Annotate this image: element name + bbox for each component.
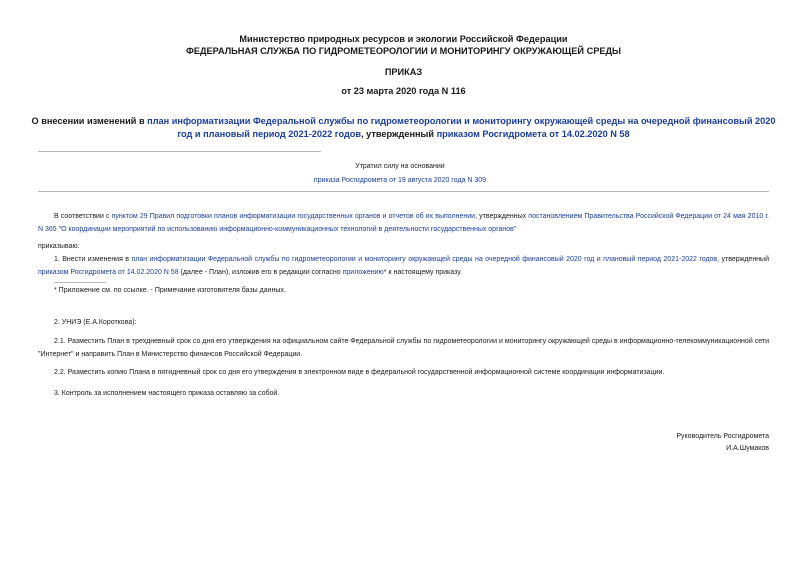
preamble-text-2: , утвержденных — [475, 213, 529, 220]
signature-block — [676, 431, 769, 455]
order-word: приказываю: — [38, 243, 80, 250]
item-2-2: 2.2. Разместить копию Плана в пятидневный срок со дня его утверждения в электронном виде в федеральной государственной информационной системе координации информатизации. — [54, 369, 665, 376]
title-order-link[interactable]: приказом Росгидромета от 14.02.2020 N 58 — [436, 129, 630, 139]
preamble-rules-link[interactable]: пунктом 29 Правил подготовки планов информатизации государственных органов и отчетов об их выполнении — [111, 213, 476, 220]
item-2: 2. УНИЭ (Е.А.Короткова): — [54, 319, 137, 326]
signature-name: И.А.Шумаков — [726, 445, 769, 452]
lapsed-note-block — [300, 160, 500, 188]
footnote-divider — [54, 282, 106, 283]
preamble-resolution-link[interactable]: постановлением Правительства Российской Федерации от 24 мая 2010 г. N 365 "О координации мероприятий по использованию информационно-коммуникационных технологий в деятельности государственных органов" — [38, 213, 770, 233]
title-middle: , утвержденный — [361, 129, 437, 139]
lapsed-note: Утратил силу на основании — [355, 163, 445, 170]
divider-short — [38, 151, 321, 152]
divider-full — [38, 191, 769, 192]
preamble-paragraph — [38, 210, 769, 236]
item-1-order-link[interactable]: приказом Росгидромета от 14.02.2020 N 58 — [38, 269, 179, 276]
doc-type-heading: ПРИКАЗ — [384, 67, 423, 77]
item-1-text-3: (далее - План), изложив его в редакции согласно — [178, 269, 343, 276]
item-1-text-1: 1. Внести изменения в — [54, 256, 132, 263]
title-prefix: О внесении изменений в — [31, 116, 148, 126]
item-1-appendix-link[interactable]: приложению — [342, 269, 384, 276]
item-3: 3. Контроль за исполнением настоящего приказа оставляю за собой. — [54, 390, 280, 397]
footnote: * Приложение см. по ссылке. - Примечание изготовителя базы данных. — [54, 287, 286, 294]
item-2-1: 2.1. Разместить План в трехдневный срок со дня его утверждения на официальном сайте Федеральной службы по гидрометеорологии и мониторингу окружающей среды в информационно-телекоммуникационной сети "Интернет" и направить План в Министерство финансов Российской Федерации. — [38, 338, 769, 358]
title-plan-link[interactable]: план информатизации Федеральной службы по гидрометеорологии и мониторингу окружающей среды на очередной финансовый 2020 год и плановый период 2021-2022 годов — [147, 116, 776, 139]
item-1-plan-link[interactable]: план информатизации Федеральной службы по гидрометеорологии и мониторингу окружающей среды на очередной финансовый 2020 год и плановый период 2021-2022 годов — [131, 256, 718, 263]
item-1-paragraph — [38, 253, 769, 279]
document-title — [30, 115, 777, 141]
item-1-text-2: , утвержденный — [717, 256, 769, 263]
item-1-text-4: * к настоящему приказу. — [383, 269, 462, 276]
ministry-heading: Министерство природных ресурсов и экологии Российской Федерации — [239, 34, 568, 44]
signature-position: Руководитель Росгидромета — [676, 433, 769, 440]
service-heading: ФЕДЕРАЛЬНАЯ СЛУЖБА ПО ГИДРОМЕТЕОРОЛОГИИ И МОНИТОРИНГУ ОКРУЖАЮЩЕЙ СРЕДЫ — [186, 46, 621, 56]
date-number: от 23 марта 2020 года N 116 — [341, 86, 466, 96]
lapsed-link[interactable]: приказа Росгидромета от 19 августа 2020 года N 309 — [313, 177, 487, 184]
preamble-text-1: В соответствии с — [54, 213, 112, 220]
